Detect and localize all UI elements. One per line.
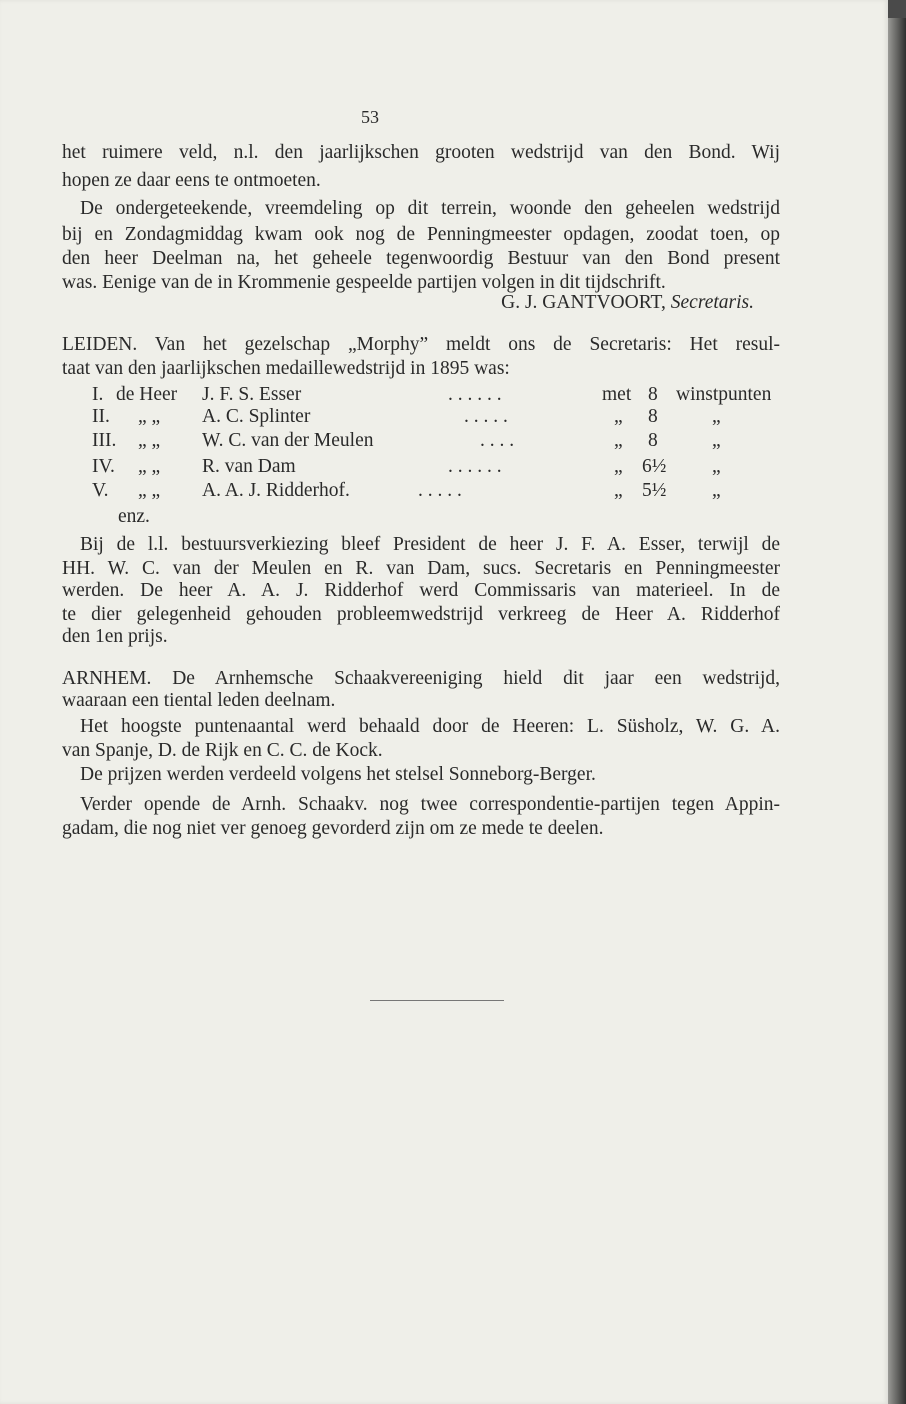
paragraph-line: waaraan een tiental leden deelnam. xyxy=(62,690,336,711)
page-edge-shadow xyxy=(888,18,906,1404)
prefix: „ „ xyxy=(138,430,161,451)
met-label: met xyxy=(602,384,632,405)
leader-dots: . . . . . . xyxy=(448,456,502,477)
paragraph-line: het ruimere veld, n.l. den jaarlijkschen grooten wedstrijd van den Bond. Wij xyxy=(62,142,780,163)
rank: II. xyxy=(92,406,110,427)
met-label: „ xyxy=(614,456,623,477)
unit: winstpunten xyxy=(676,384,772,405)
page-number: 53 xyxy=(361,107,379,127)
section-arnhem-heading: ARNHEM. De Arnhemsche Schaakvereeniging hield dit jaar een wedstrijd, xyxy=(62,668,780,689)
signature-title: Secretaris. xyxy=(670,292,754,313)
met-label: „ xyxy=(614,406,623,427)
prefix: „ „ xyxy=(138,456,161,477)
unit: „ xyxy=(712,406,721,427)
paragraph-line: De prijzen werden verdeeld volgens het stelsel Sonneborg-Berger. xyxy=(80,764,596,785)
paragraph-line: den heer Deelman na, het geheele tegenwoordig Bestuur van den Bond present xyxy=(62,248,780,269)
met-label: „ xyxy=(614,480,623,501)
paragraph-line: De ondergeteekende, vreemdeling op dit terrein, woonde den geheelen wedstrijd xyxy=(80,198,780,219)
score: 6½ xyxy=(642,456,667,477)
leader-dots: . . . . . . xyxy=(448,384,502,405)
player-name: J. F. S. Esser xyxy=(202,384,302,405)
rank: IV. xyxy=(92,456,115,477)
prefix: „ „ xyxy=(138,480,161,501)
section-leiden-heading: LEIDEN. Van het gezelschap „Morphy” meldt ons de Secretaris: Het resul- xyxy=(62,334,780,355)
leader-dots: . . . . xyxy=(480,430,515,451)
score: 8 xyxy=(648,430,658,451)
signature xyxy=(501,292,754,314)
paragraph-line: den 1en prijs. xyxy=(62,626,168,647)
prefix: „ „ xyxy=(138,406,161,427)
paragraph-line: van Spanje, D. de Rijk en C. C. de Kock. xyxy=(62,740,383,761)
rank: V. xyxy=(92,480,109,501)
unit: „ xyxy=(712,430,721,451)
player-name: A. A. J. Ridderhof. xyxy=(202,480,350,501)
score: 8 xyxy=(648,406,658,427)
prefix: de Heer xyxy=(116,384,178,405)
paragraph-line: HH. W. C. van der Meulen en R. van Dam, sucs. Secretaris en Penningmeester xyxy=(62,558,780,579)
paragraph-line: hopen ze daar eens te ontmoeten. xyxy=(62,170,321,191)
unit: „ xyxy=(712,456,721,477)
section-divider xyxy=(370,1000,504,1001)
leader-dots: . . . . . xyxy=(418,480,462,501)
rank: III. xyxy=(92,430,117,451)
paragraph-line: taat van den jaarlijkschen medaillewedstrijd in 1895 was: xyxy=(62,358,510,379)
rank: I. xyxy=(92,384,104,405)
paragraph-line: werden. De heer A. A. J. Ridderhof werd Commissaris van materieel. In de xyxy=(62,580,780,601)
enz-label: enz. xyxy=(118,506,150,527)
player-name: A. C. Splinter xyxy=(202,406,311,427)
player-name: W. C. van der Meulen xyxy=(202,430,374,451)
paragraph-line: Verder opende de Arnh. Schaakv. nog twee correspondentie-partijen tegen Appin- xyxy=(80,794,780,815)
unit: „ xyxy=(712,480,721,501)
paragraph-line: bij en Zondagmiddag kwam ook nog de Penningmeester opdagen, zoodat toen, op xyxy=(62,224,780,245)
score: 5½ xyxy=(642,480,667,501)
paragraph-line: gadam, die nog niet ver genoeg gevorderd zijn om ze mede te deelen. xyxy=(62,818,604,839)
signature-name: G. J. GANTVOORT, xyxy=(501,292,666,313)
score: 8 xyxy=(648,384,658,405)
leader-dots: . . . . . xyxy=(464,406,508,427)
paragraph-line: Het hoogste puntenaantal werd behaald door de Heeren: L. Süsholz, W. G. A. xyxy=(80,716,780,737)
player-name: R. van Dam xyxy=(202,456,296,477)
paragraph-line: Bij de l.l. bestuursverkiezing bleef President de heer J. F. A. Esser, terwijl de xyxy=(80,534,780,555)
met-label: „ xyxy=(614,430,623,451)
paragraph-line: te dier gelegenheid gehouden probleemwedstrijd verkreeg de Heer A. Ridderhof xyxy=(62,604,780,625)
paragraph-line: was. Eenige van de in Krommenie gespeelde partijen volgen in dit tijdschrift. xyxy=(62,272,666,293)
